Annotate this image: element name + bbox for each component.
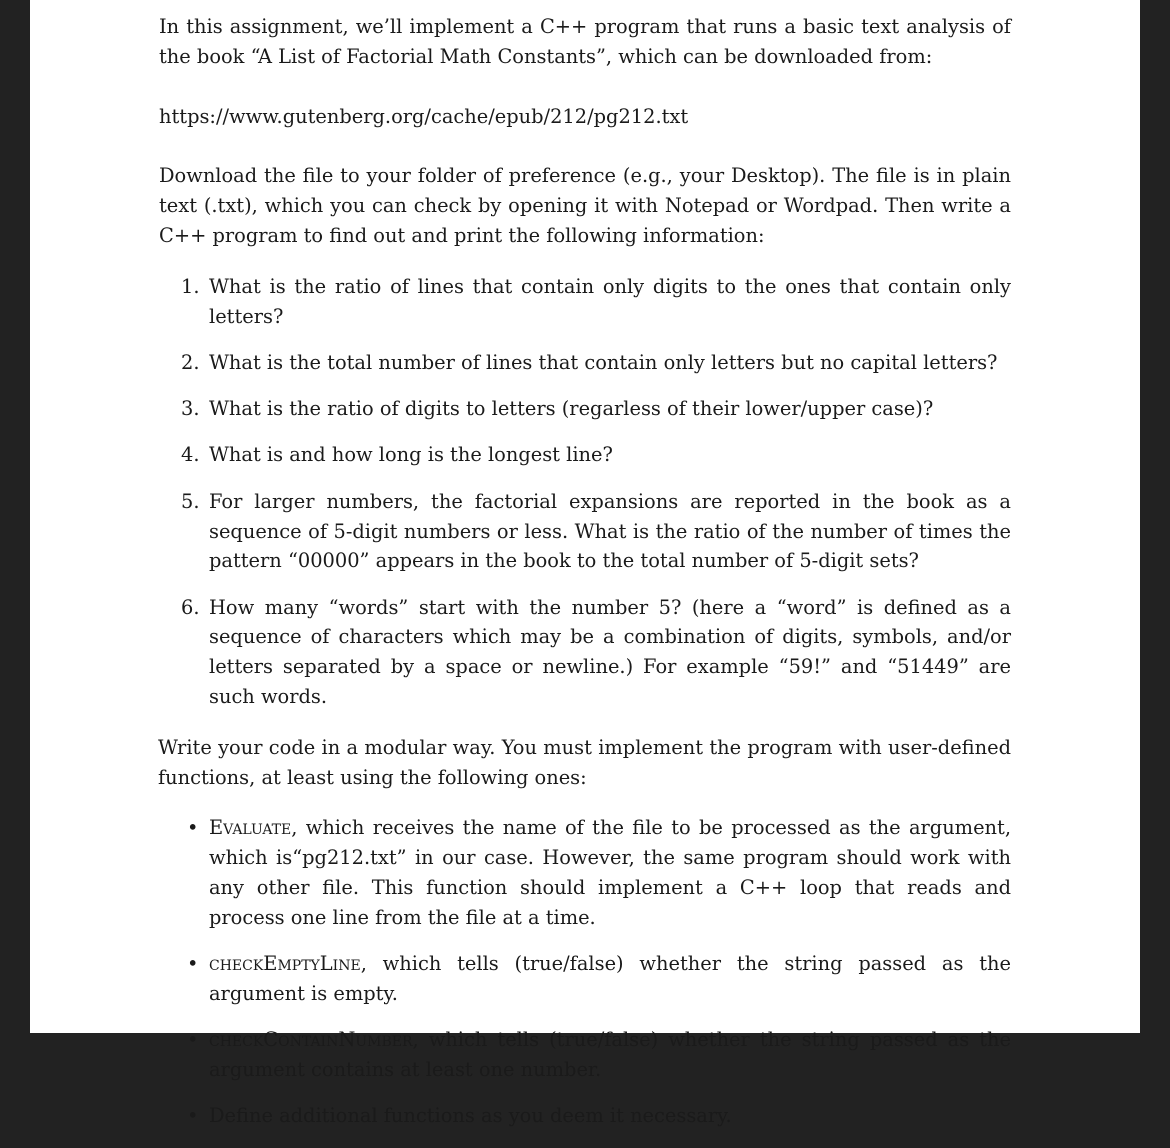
function-name: Evaluate [209,816,292,840]
function-description: , which tells (true/false) whether the string passed as the argument contains at least one number. [209,1028,1011,1082]
question-text: For larger numbers, the factorial expansions are reported in the book as a sequence of 5-digit numbers or less. What is the ratio of the number of times the pattern “00000” appears in the book to the total number of 5-digit sets? [209,489,1011,573]
question-item [159,394,1011,424]
modular-paragraph: Write your code in a modular way. You must implement the program with user-defined functions, at least using the following ones: [158,735,1011,789]
function-item [159,1101,1011,1131]
function-name: checkContainNumber [209,1028,413,1052]
question-item [159,348,1011,378]
question-text: How many “words” start with the number 5? (here a “word” is defined as a sequence of characters which may be a combination of digits, symbols, and/or letters separated by a space or newline.) For example “59!” and “51449” are such words. [209,595,1011,709]
function-item [159,949,1011,1009]
question-item [159,593,1011,712]
question-number: 5. [181,489,200,513]
bullet-icon: • [187,1028,199,1052]
function-description: , which receives the name of the file to be processed as the argument, which is“pg212.txt” in our case. However, the same program should work with any other file. This function should implement a C++ loop that reads and process one line from the file at a time. [209,816,1011,929]
function-item [159,1025,1011,1085]
bullet-icon: • [187,1104,199,1128]
function-description: , which tells (true/false) whether the string passed as the argument is empty. [209,952,1011,1005]
question-number: 2. [181,350,200,374]
function-item [159,813,1011,932]
question-number: 6. [181,595,200,619]
question-number: 4. [181,443,200,467]
document-content [159,12,1011,1148]
bullet-icon: • [187,816,199,840]
question-text: What is and how long is the longest line? [209,443,613,467]
question-text: What is the ratio of lines that contain only digits to the ones that contain only letters? [209,274,1011,328]
questions-list [159,272,1011,712]
intro-paragraph: In this assignment, we’ll implement a C++ program that runs a basic text analysis of the book “A List of Factorial Math Constants”, which can be downloaded from: [159,15,1011,68]
question-number: 1. [181,274,200,298]
question-number: 3. [181,397,200,421]
download-url: https://www.gutenberg.org/cache/epub/212/pg212.txt [159,104,689,128]
bullet-icon: • [187,952,199,976]
question-text: What is the ratio of digits to letters (regarless of their lower/upper case)? [209,397,934,421]
question-text: What is the total number of lines that contain only letters but no capital letters? [209,350,998,374]
function-name: checkEmptyLine [209,952,361,976]
document-page [30,0,1140,1128]
download-instructions: Download the file to your folder of preference (e.g., your Desktop). The file is in plain text (.txt), which you can check by opening it with Notepad or Wordpad. Then write a C++ program to find out and print the following information: [159,164,1011,247]
functions-list [159,813,1011,1131]
question-item [159,272,1011,332]
question-item [159,487,1011,576]
question-item [159,440,1011,470]
function-description: Define additional functions as you deem it necessary. [209,1104,732,1128]
